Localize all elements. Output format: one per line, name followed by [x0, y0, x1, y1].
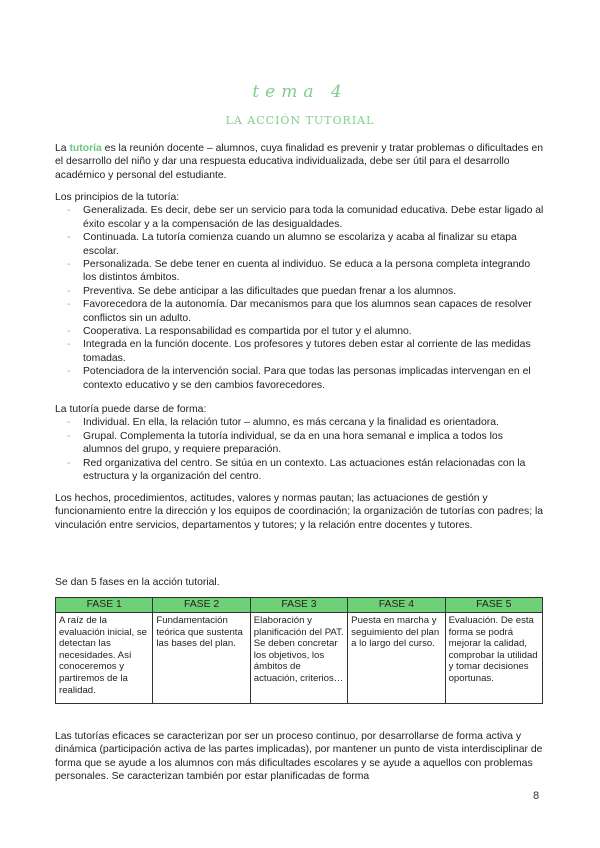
- hechos-paragraph: Los hechos, procedimientos, actitudes, valores y normas pautan; las actuaciones de gestión y funcionamiento entre la dirección y los equipos de coordinación; la organización de tutorías con padres; la vinculación entre servicios, departamentos y tutores; y la relación entre docentes y tutores.: [55, 493, 544, 531]
- list-item: - Cooperativa. La responsabilidad es compartida por el tutor y el alumno.: [67, 325, 545, 338]
- fases-intro: Se dan 5 fases en la acción tutorial.: [55, 577, 220, 588]
- list-item: - Personalizada. Se debe tener en cuenta al individuo. Se educa a la persona completa integrando los distintos ámbitos.: [67, 258, 545, 285]
- table-header-cell: FASE 2: [153, 598, 250, 613]
- principles-section: [55, 191, 545, 392]
- table-cell: Evaluación. De esta forma se podrá mejorar la calidad, comprobar la utilidad y tomar decisiones oportunas.: [445, 613, 542, 704]
- forms-section: [55, 403, 545, 483]
- table-header-cell: FASE 3: [250, 598, 347, 613]
- section-subtitle: LA ACCIÓN TUTORIAL: [225, 114, 375, 127]
- table-header-cell: FASE 1: [56, 598, 153, 613]
- list-item: - Red organizativa del centro. Se sitúa en un contexto. Las actuaciones están relacionadas con la estructura y la organización del centro.: [67, 457, 545, 484]
- table-cell: A raíz de la evaluación inicial, se detectan las necesidades. Así conoceremos y partiremos de la realidad.: [56, 613, 153, 704]
- forms-list: [55, 416, 545, 483]
- page-number: 8: [533, 790, 540, 802]
- forms-heading: La tutoría puede darse de forma:: [55, 404, 207, 415]
- list-item: - Preventiva. Se debe anticipar a las dificultades que puedan frenar a los alumnos.: [67, 285, 545, 298]
- table-cell: Puesta en marcha y seguimiento del plan a lo largo del curso.: [348, 613, 445, 704]
- fases-table: [55, 597, 543, 704]
- table-header-cell: FASE 5: [445, 598, 542, 613]
- table-cell: Fundamentación teórica que sustenta las bases del plan.: [153, 613, 250, 704]
- table-cell: Elaboración y planificación del PAT. Se deben concretar los objetivos, los ámbitos de actuación, criterios…: [250, 613, 347, 704]
- table-header-cell: FASE 4: [348, 598, 445, 613]
- list-item: - Grupal. Complementa la tutoría individual, se da en una hora semanal e implica a todos los alumnos del grupo, y requiere preparación.: [67, 430, 545, 457]
- handwritten-title: tema 4: [252, 82, 348, 102]
- list-item: - Potenciadora de la intervención social. Para que todas las personas implicadas intervengan en el contexto educativo y se den cambios favorecedores.: [67, 365, 545, 392]
- table-row: [56, 613, 543, 704]
- table-header-row: [56, 598, 543, 613]
- list-item: - Integrada en la función docente. Los profesores y tutores deben estar al corriente de las medidas tomadas.: [67, 338, 545, 365]
- list-item: - Continuada. La tutoría comienza cuando un alumno se escolariza y acaba al finalizar su etapa escolar.: [67, 231, 545, 258]
- list-item: - Favorecedora de la autonomía. Dar mecanismos para que los alumnos sean capaces de resolver conflictos sin un adulto.: [67, 298, 545, 325]
- intro-paragraph: [55, 142, 545, 182]
- principles-list: [55, 204, 545, 392]
- intro-text-before: La: [55, 143, 70, 154]
- intro-text-after: es la reunión docente – alumnos, cuya finalidad es prevenir y tratar problemas o dificultades en el desarrollo del niño y dar una respuesta educativa individualizada, debe ser útil para el desarrollo académico y personal del estudiante.: [55, 143, 544, 181]
- eficaces-paragraph: Las tutorías eficaces se caracterizan por ser un proceso continuo, por desarrollarse de forma activa y dinámica (participación activa de las partes implicadas), por mantener un punto de vista interdisciplinar de forma que se ayude a los alumnos con más dificultades escolares y se ayude a aquellos con problemas personales. Se caracterizan también por estar planificadas de forma: [55, 731, 543, 783]
- highlight-term: tutoría: [69, 143, 102, 154]
- principles-heading: Los principios de la tutoría:: [55, 192, 180, 203]
- list-item: - Generalizada. Es decir, debe ser un servicio para toda la comunidad educativa. Debe estar ligado al éxito escolar y a la compensación de las desigualdades.: [67, 204, 545, 231]
- list-item: - Individual. En ella, la relación tutor – alumno, es más cercana y la finalidad es orientadora.: [67, 416, 545, 429]
